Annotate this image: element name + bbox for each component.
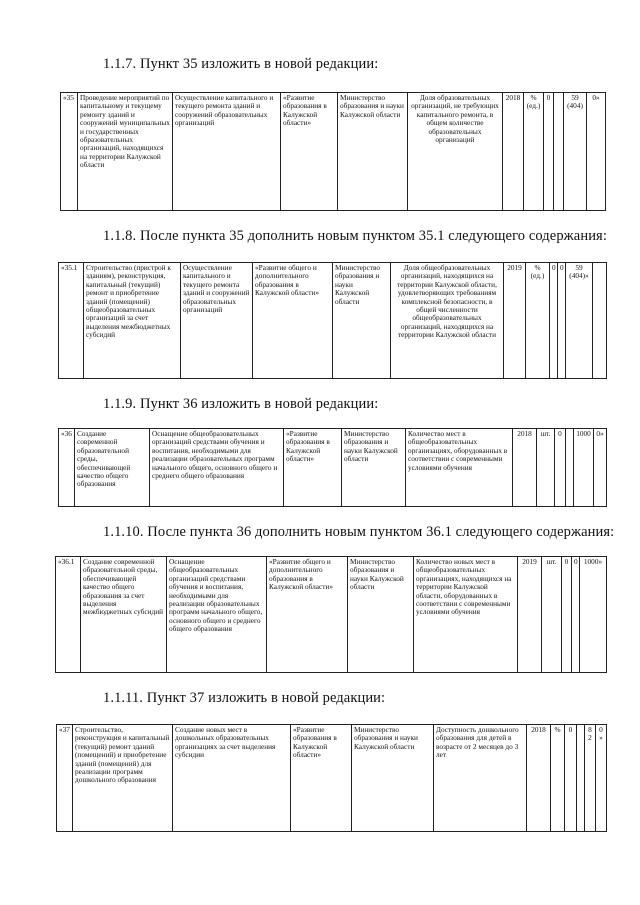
- cell-value-1: 0: [544, 93, 554, 211]
- cell-value-3: 82: [585, 725, 596, 832]
- cell-event: Строительство (пристрой к зданиям), реконструкция, капитальный (текущий) ремонт и приобретение зданий (помещений) общеобразовательных организаций за счет выделения межбюджетных субсидий: [84, 263, 181, 379]
- cell-program: «Развитие образования в Калужской области»: [284, 429, 342, 507]
- cell-action: Создание новых мест в дошкольных образовательных организациях за счет выделения субсидии: [173, 725, 291, 832]
- cell-action: Осуществление капитального и текущего ремонта зданий и сооружений образовательных организаций: [173, 93, 281, 211]
- cell-unit: % (ед.): [526, 263, 550, 379]
- cell-program: «Развитие общего и дополнительного образования в Калужской области»: [267, 557, 348, 673]
- cell-value-1: 0: [550, 263, 558, 379]
- cell-value-3: 1000: [574, 429, 594, 507]
- cell-executor: Министерство образования и науки Калужской области: [333, 263, 391, 379]
- cell-year: 2019: [504, 263, 526, 379]
- section-heading: 1.1.11. Пункт 37 изложить в новой редакции:: [103, 690, 386, 706]
- cell-year: 2018: [503, 93, 524, 211]
- cell-indicator: Количество мест в общеобразовательных организациях, оборудованных в соответствии с современными условиями обучения: [406, 429, 513, 507]
- cell-number: «37: [57, 725, 73, 832]
- cell-action: Оснащение общеобразовательных организаций средствами обучения и воспитания, необходимыми для реализации образовательных программ начального общего, основного общего и среднего общего образования: [150, 429, 284, 507]
- cell-end: 0»: [594, 429, 607, 507]
- cell-end: 0»: [596, 725, 607, 832]
- cell-end: [593, 263, 607, 379]
- cell-value-3: 59 (404)»: [566, 263, 593, 379]
- cell-value-2: [566, 429, 574, 507]
- cell-executor: Министерство образования и науки Калужской области: [342, 429, 406, 507]
- cell-year: 2018: [527, 725, 551, 832]
- cell-unit: %: [551, 725, 565, 832]
- cell-number: «36.1: [56, 557, 81, 673]
- cell-indicator: Доступность дошкольного образования для детей в возрасте от 2 месяцев до 3 лет: [434, 725, 527, 832]
- cell-executor: Министерство образования и науки Калужской области: [348, 557, 414, 673]
- cell-program: «Развитие образования в Калужской области»: [281, 93, 338, 211]
- cell-value-2: [577, 725, 585, 832]
- program-table-row: [55, 556, 607, 673]
- program-table-row: [60, 92, 606, 211]
- cell-unit: % (ед.): [524, 93, 544, 211]
- cell-number: «35: [61, 93, 78, 211]
- cell-event: Создание современной образовательной среды, обеспечивающей качество общего образования: [75, 429, 150, 507]
- section-heading: 1.1.7. Пункт 35 изложить в новой редакции:: [103, 56, 379, 72]
- cell-value-3: 1000»: [580, 557, 607, 673]
- cell-value-2: 0: [558, 263, 566, 379]
- cell-value-1: 0: [562, 557, 572, 673]
- program-table-row: [58, 262, 607, 379]
- section-heading: 1.1.8. После пункта 35 дополнить новым пунктом 35.1 следующего содержания:: [103, 228, 607, 244]
- cell-unit: шт.: [537, 429, 555, 507]
- cell-unit: шт.: [542, 557, 562, 673]
- cell-executor: Министерство образования и науки Калужской области: [338, 93, 408, 211]
- cell-action: Оснащение общеобразовательных организаций средствами обучения и воспитания, необходимыми для реализации образовательных программ начального общего, основного общего и среднего общего образования: [167, 557, 267, 673]
- cell-indicator: Количество новых мест в общеобразовательных организациях, находящихся на территории Калужской области, оборудованных в соответствии с современными условиями обучения: [414, 557, 518, 673]
- cell-indicator: Доля образовательных организаций, не требующих капитального ремонта, в общем количестве образовательных организаций: [408, 93, 503, 211]
- cell-action: Осуществление капитального и текущего ремонта зданий и сооружений образовательных организаций: [181, 263, 253, 379]
- cell-program: «Развитие общего и дополнительного образования в Калужской области»: [253, 263, 333, 379]
- cell-executor: Министерство образования и науки Калужской области: [352, 725, 434, 832]
- cell-event: Проведение мероприятий по капитальному и текущему ремонту зданий и сооружений муниципальных и государственных образовательных организаций, находящихся на территории Калужской области: [78, 93, 173, 211]
- cell-event: Строительство, реконструкция и капитальный (текущий) ремонт зданий (помещений) и приобретение зданий (помещений) для реализации программ дошкольного образования: [73, 725, 173, 832]
- cell-year: 2018: [513, 429, 537, 507]
- cell-program: «Развитие образования в Калужской области»: [291, 725, 352, 832]
- cell-event: Создание современной образовательной среды, обеспечивающей качество общего образования за счет выделения межбюджетных субсидий: [81, 557, 167, 673]
- cell-indicator: Доля общеобразовательных организаций, находящихся на территории Калужской области, удовлетворяющих требованиям комплексной безопасности, в общей численности общеобразовательных организаций, находящихся на территории Калужской области: [391, 263, 504, 379]
- program-table-row: [58, 428, 607, 507]
- program-table-row: [56, 724, 607, 832]
- cell-number: «35.1: [59, 263, 84, 379]
- cell-end: 0»: [587, 93, 606, 211]
- section-heading: 1.1.10. После пункта 36 дополнить новым пунктом 36.1 следующего содержания:: [103, 524, 615, 540]
- cell-value-1: 0: [555, 429, 566, 507]
- cell-number: «36: [59, 429, 75, 507]
- cell-value-2: [554, 93, 564, 211]
- section-heading: 1.1.9. Пункт 36 изложить в новой редакции:: [103, 396, 379, 412]
- cell-value-1: 0: [565, 725, 577, 832]
- cell-year: 2019: [518, 557, 542, 673]
- cell-value-2: 0: [572, 557, 580, 673]
- cell-value-3: 59 (404): [564, 93, 587, 211]
